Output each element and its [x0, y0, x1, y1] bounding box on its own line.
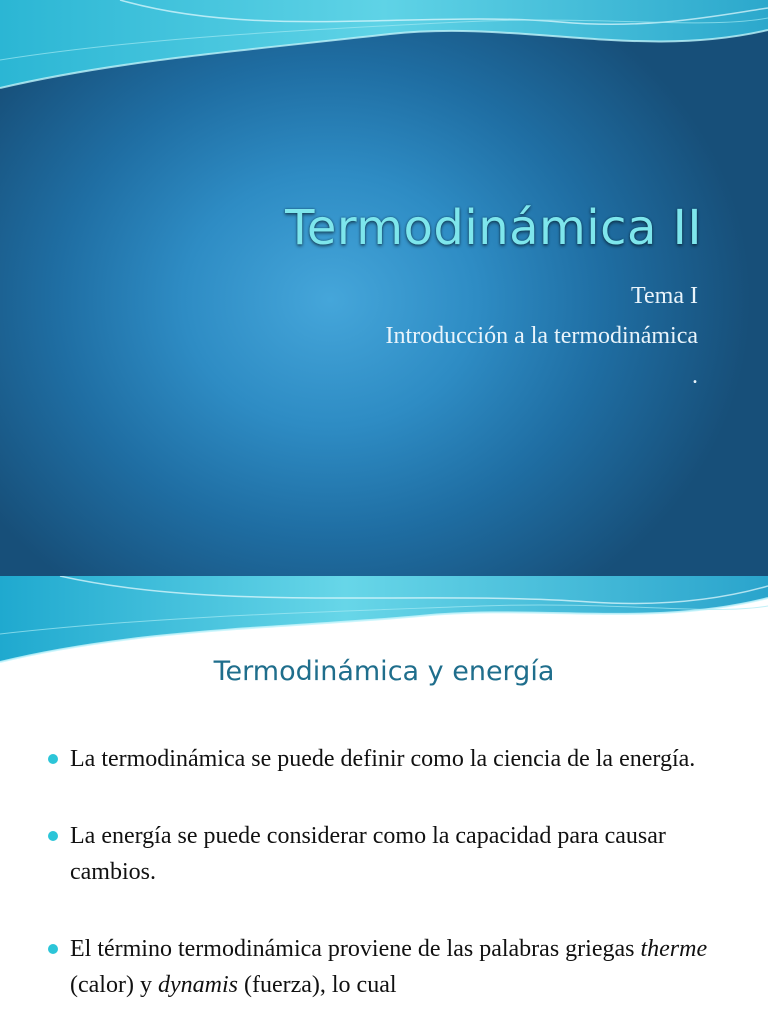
- decorative-wave-header: [0, 0, 768, 100]
- bullet-text: La termodinámica se puede definir como la ciencia de la energía.: [70, 746, 696, 772]
- bullet-text-part: (calor) y: [70, 972, 158, 998]
- content-slide: [0, 576, 768, 1024]
- subtitle-line-dot: .: [692, 363, 698, 389]
- bullet-dot-icon: [48, 944, 58, 954]
- list-item: [48, 741, 728, 777]
- slide-title: Termodinámica II: [285, 200, 702, 256]
- bullet-emphasis-dynamis: dynamis: [157, 972, 238, 998]
- list-item: [48, 818, 728, 890]
- bullet-list: [48, 741, 728, 1024]
- subtitle-line-topic: Tema I: [631, 283, 698, 309]
- subtitle-line-description: Introducción a la termodinámica: [385, 323, 698, 349]
- slide-heading: Termodinámica y energía: [213, 656, 555, 687]
- bullet-text: La energía se puede considerar como la capacidad para causar cambios.: [70, 823, 666, 885]
- bullet-text-part: (fuerza), lo cual: [237, 972, 397, 998]
- bullet-dot-icon: [48, 754, 58, 764]
- bullet-text-part: El término termodinámica proviene de las palabras griegas: [70, 936, 641, 962]
- slide-subtitle: [385, 276, 698, 396]
- bullet-dot-icon: [48, 831, 58, 841]
- list-item: [48, 931, 728, 1003]
- bullet-emphasis-therme: therme: [640, 936, 708, 962]
